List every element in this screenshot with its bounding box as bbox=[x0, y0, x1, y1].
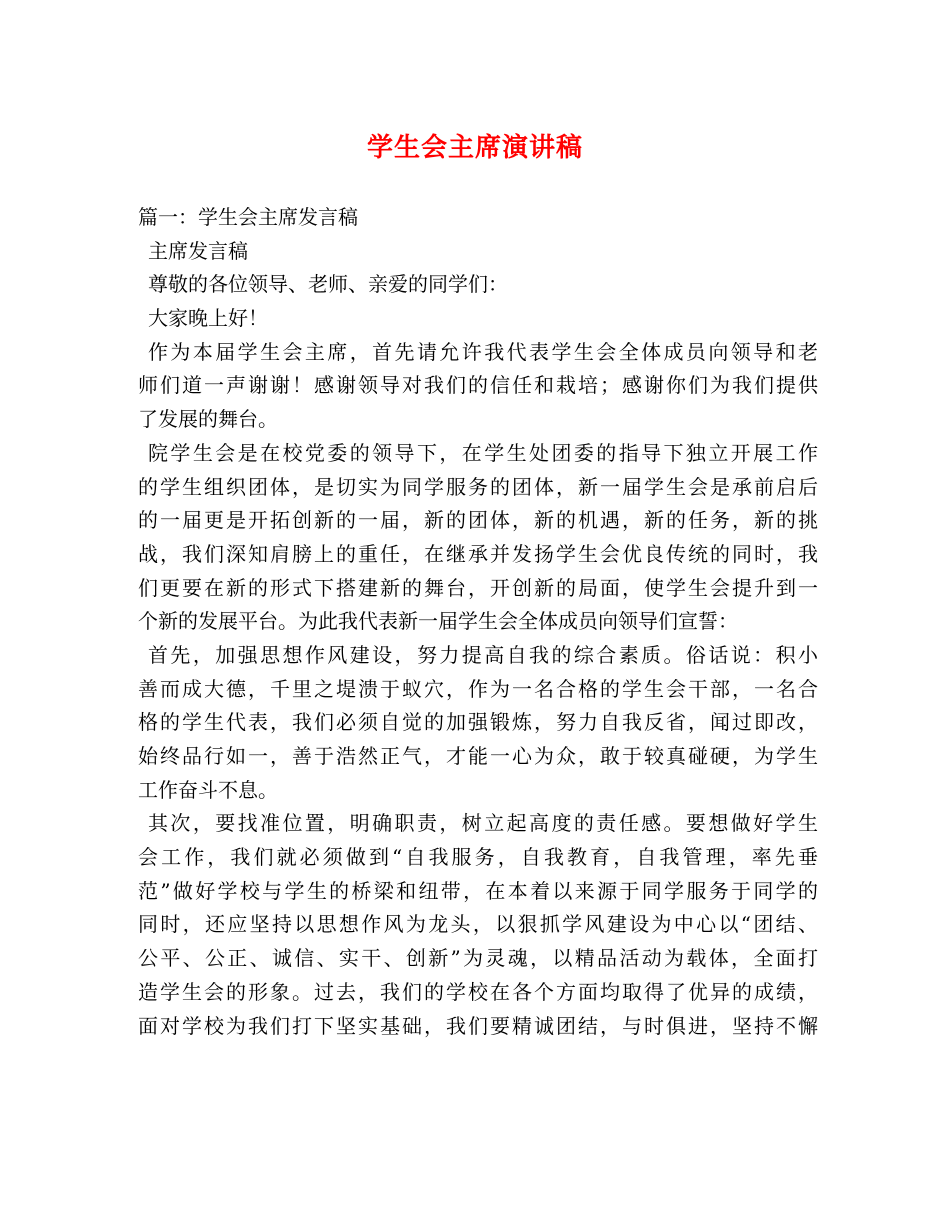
text-line: 了发展的舞台。 bbox=[138, 407, 278, 432]
text-line: 尊敬的各位领导、老师、亲爱的同学们： bbox=[148, 272, 508, 297]
text-line: 工作奋斗不息。 bbox=[138, 777, 278, 802]
document-body bbox=[138, 201, 818, 1043]
text-line: 其次，要找准位置，明确职责，树立起高度的责任感。要想做好学生 bbox=[148, 811, 818, 836]
text-line: 的学生组织团体，是切实为同学服务的团体，新一届学生会是承前启后 bbox=[138, 474, 818, 499]
text-line: 师们道一声谢谢！感谢领导对我们的信任和栽培；感谢你们为我们提供 bbox=[138, 373, 818, 398]
text-line: 院学生会是在校党委的领导下，在学生处团委的指导下独立开展工作 bbox=[148, 440, 818, 465]
text-line: 大家晚上好！ bbox=[148, 306, 268, 331]
text-line: 首先，加强思想作风建设，努力提高自我的综合素质。俗话说：积小 bbox=[148, 642, 818, 667]
text-line: 主席发言稿 bbox=[148, 238, 248, 263]
text-line: 范”做好学校与学生的桥梁和纽带，在本着以来源于同学服务于同学的 bbox=[138, 878, 818, 903]
text-line: 格的学生代表，我们必须自觉的加强锻炼，努力自我反省，闻过即改， bbox=[138, 710, 818, 735]
text-line: 善而成大德，千里之堤溃于蚁穴，作为一名合格的学生会干部，一名合 bbox=[138, 676, 818, 701]
text-line: 篇一：学生会主席发言稿 bbox=[138, 205, 358, 229]
text-line: 战，我们深知肩膀上的重任，在继承并发扬学生会优良传统的同时，我 bbox=[138, 541, 818, 566]
text-line: 个新的发展平台。为此我代表新一届学生会全体成员向领导们宣誓： bbox=[138, 609, 738, 634]
text-line: 们更要在新的形式下搭建新的舞台，开创新的局面，使学生会提升到一 bbox=[138, 575, 818, 600]
document-title: 学生会主席演讲稿 bbox=[366, 133, 583, 163]
text-line: 会工作，我们就必须做到“自我服务，自我教育，自我管理，率先垂 bbox=[138, 845, 818, 870]
text-line: 造学生会的形象。过去，我们的学校在各个方面均取得了优异的成绩， bbox=[138, 979, 818, 1004]
text-line: 始终品行如一，善于浩然正气，才能一心为众，敢于较真碰硬，为学生 bbox=[138, 744, 818, 768]
text-line: 公平、公正、诚信、实干、创新”为灵魂，以精品活动为载体，全面打 bbox=[138, 946, 818, 971]
text-line: 的一届更是开拓创新的一届，新的团体，新的机遇，新的任务，新的挑 bbox=[138, 508, 818, 533]
text-line: 作为本届学生会主席，首先请允许我代表学生会全体成员向领导和老 bbox=[148, 339, 818, 364]
text-line: 面对学校为我们打下坚实基础，我们要精诚团结，与时俱进，坚持不懈 bbox=[138, 1013, 818, 1038]
text-line: 同时，还应坚持以思想作风为龙头，以狠抓学风建设为中心以“团结、 bbox=[138, 912, 818, 937]
